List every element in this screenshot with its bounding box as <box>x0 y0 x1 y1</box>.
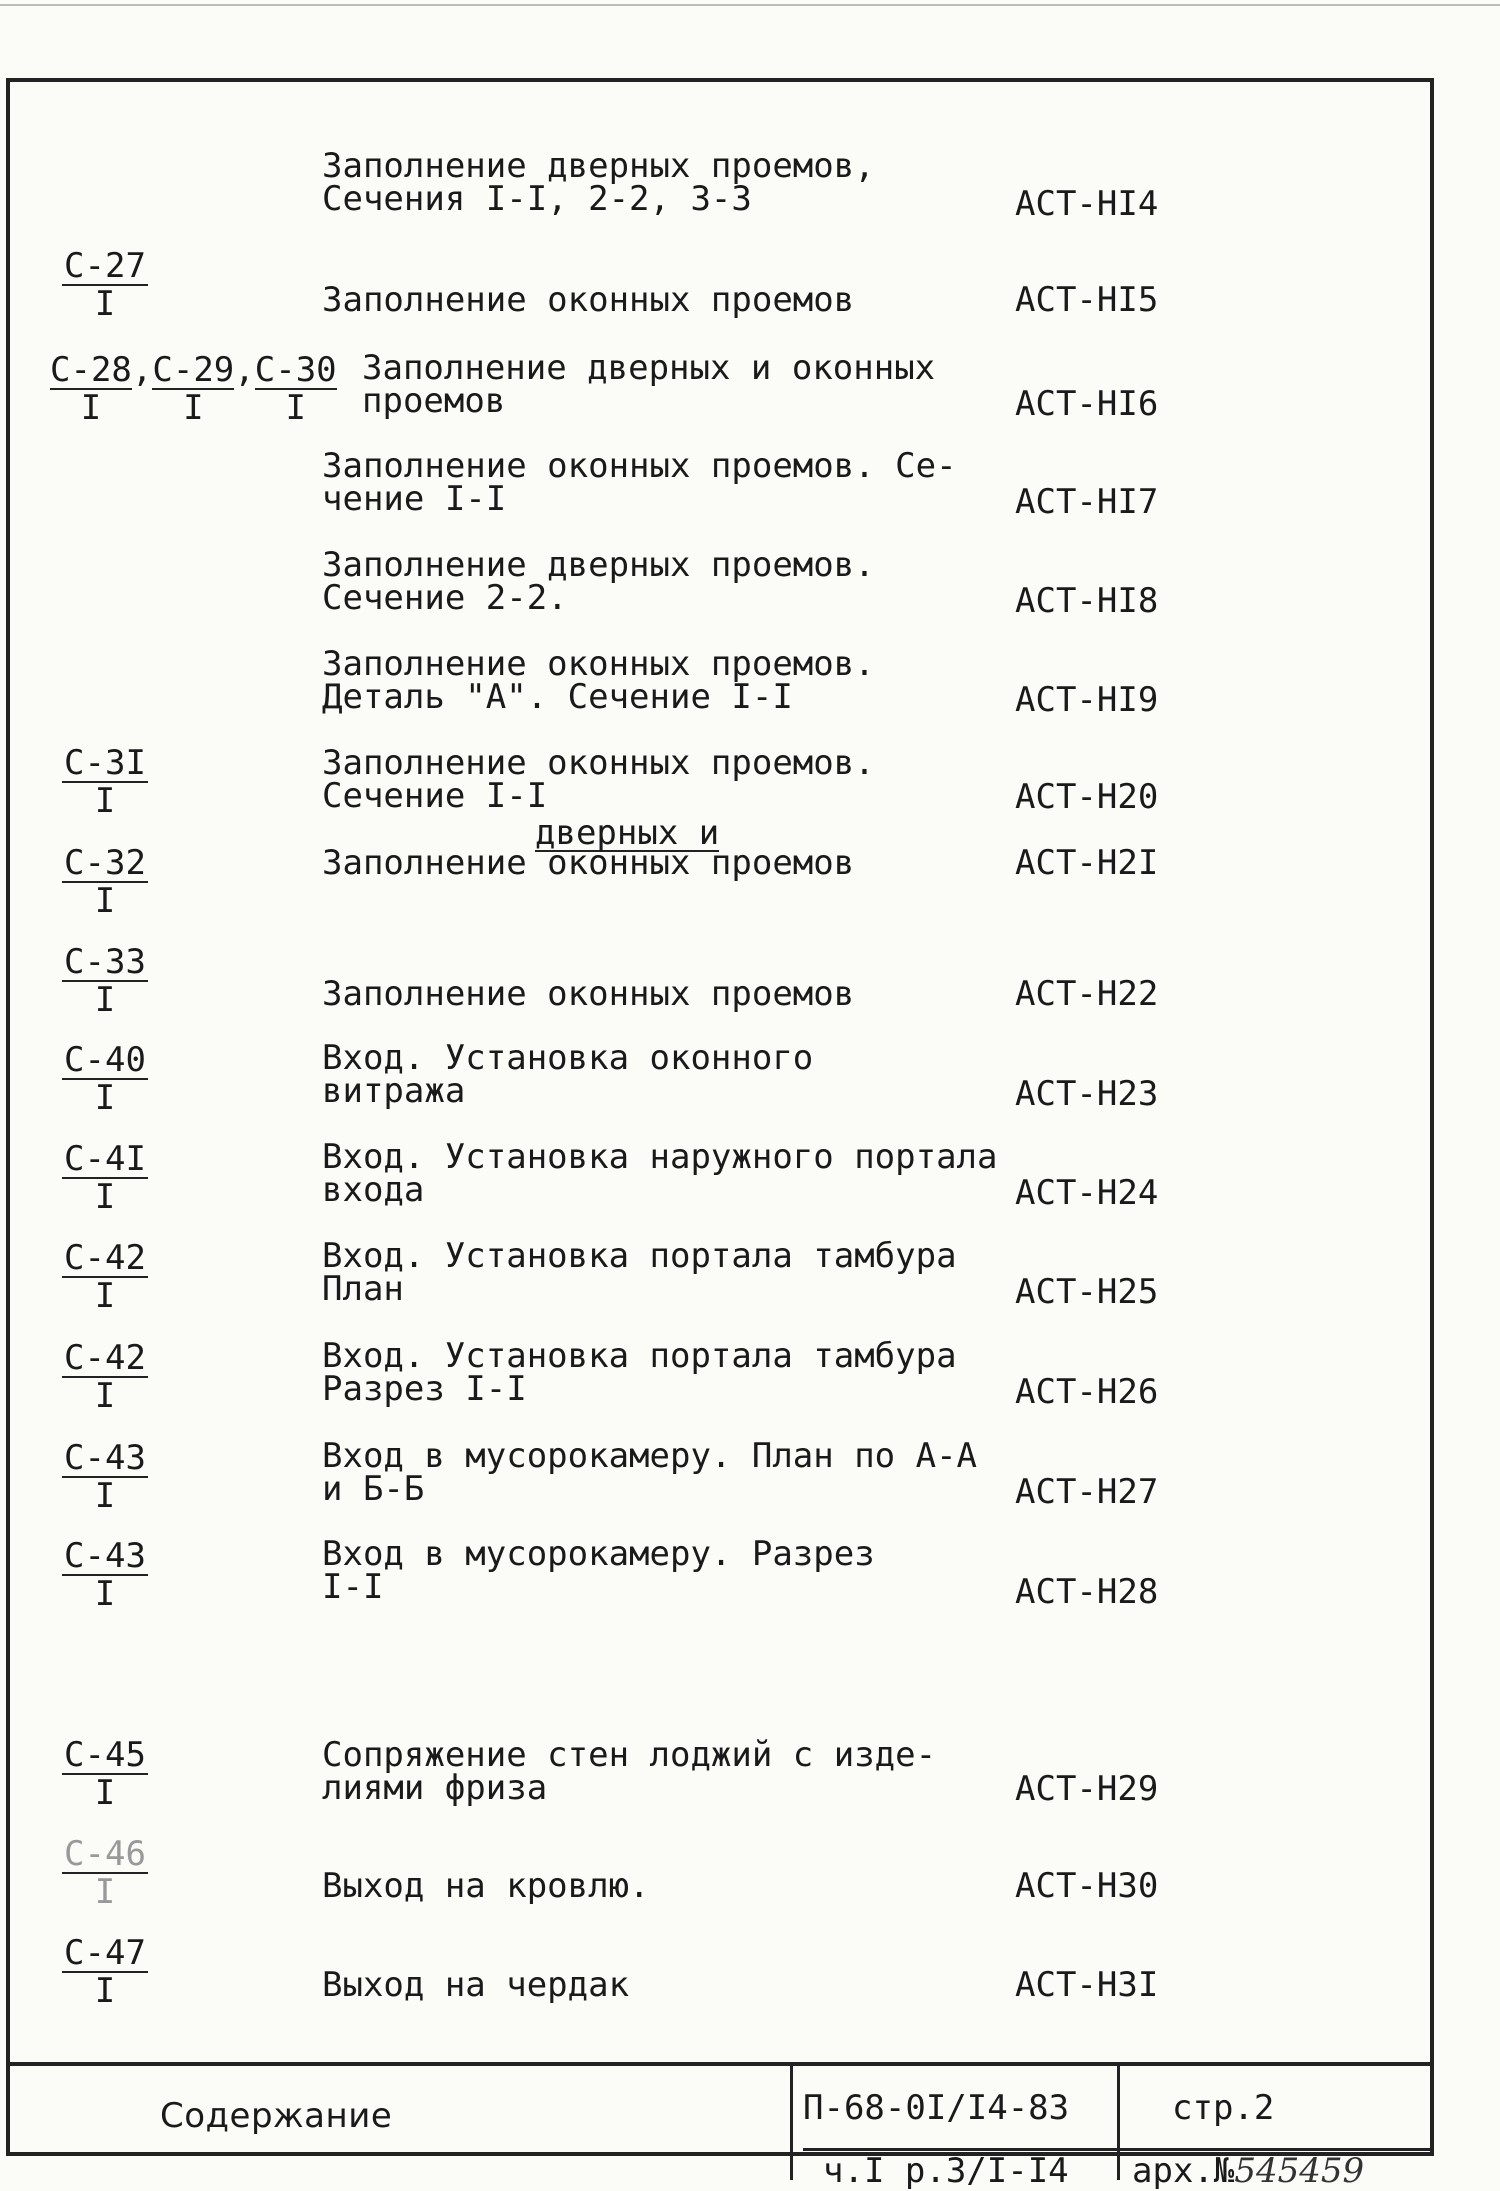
code-numerator: С-43 <box>64 1438 146 1478</box>
title-block <box>10 2062 1430 2191</box>
code-denominator: I <box>94 781 116 821</box>
row-description: Вход. Установка портала тамбура Разрез I-I <box>322 1336 957 1409</box>
code-denominator: I <box>94 1276 116 1316</box>
row-sheet: АСТ-НI6 <box>1015 384 1159 424</box>
row-description: Заполнение оконных проемов. Деталь "А". Сечение I-I <box>322 644 875 717</box>
handwritten-insert: дверных и <box>535 813 720 853</box>
code-numerator: С-27 <box>64 246 146 286</box>
row-code <box>50 1240 160 1314</box>
row-sheet: АСТ-Н25 <box>1015 1272 1159 1312</box>
code-denominator: I <box>94 1476 116 1516</box>
row-sheet: АСТ-НI4 <box>1015 184 1159 224</box>
row-sheet: АСТ-Н3I <box>1015 1965 1159 2005</box>
archive-cell <box>1120 2148 1433 2191</box>
code-fraction <box>152 352 234 426</box>
code-numerator: С-3I <box>64 743 146 783</box>
row-sheet: АСТ-Н27 <box>1015 1472 1159 1512</box>
code-denominator: I <box>94 284 116 324</box>
row-description: Вход в мусорокамеру. Разрез I-I <box>322 1534 875 1607</box>
row-description: Заполнение оконных проемов <box>322 280 855 320</box>
row-description: Выход на чердак <box>322 1965 630 2005</box>
document-title: Содержание <box>160 2096 393 2136</box>
row-description: Сопряжение стен лоджий с изде- лиями фриза <box>322 1735 937 1808</box>
row-description: Заполнение дверных проемов. Сечение 2-2. <box>322 545 875 618</box>
row-code <box>50 745 160 819</box>
code-denominator: I <box>94 980 116 1020</box>
row-sheet: АСТ-Н28 <box>1015 1572 1159 1612</box>
doc-number: П-68-0I/I4-83 <box>803 2088 1070 2128</box>
code-numerator: С-47 <box>64 1933 146 1973</box>
row-code <box>50 1440 160 1514</box>
page-number: стр.2 <box>1172 2088 1275 2128</box>
triple-code <box>50 352 337 426</box>
code-numerator: С-45 <box>64 1735 146 1775</box>
row-sheet: АСТ-НI9 <box>1015 680 1159 720</box>
code-denominator: I <box>94 881 116 921</box>
row-description: Вход. Установка наружного портала входа <box>322 1137 998 1210</box>
row-sheet: АСТ-НI5 <box>1015 280 1159 320</box>
row-sheet: АСТ-НI7 <box>1015 482 1159 522</box>
row-description: Вход. Установка оконного витража <box>322 1038 814 1111</box>
archive-number: 545459 <box>1234 2151 1365 2191</box>
row-sheet: АСТ-НI8 <box>1015 581 1159 621</box>
top-edge-line <box>0 4 1500 6</box>
row-code <box>50 1340 160 1414</box>
row-description: Заполнение оконных проемов <box>322 974 855 1014</box>
row-description: Заполнение оконных проемов. Се- чение I-I <box>322 446 957 519</box>
code-numerator: С-46 <box>64 1834 146 1874</box>
row-code <box>50 248 160 322</box>
archive-label: арх.№ <box>1132 2151 1235 2191</box>
row-code <box>50 845 160 919</box>
code-numerator: С-30 <box>254 350 337 390</box>
row-sheet: АСТ-Н2I <box>1015 843 1159 883</box>
row-description: Вход. Установка портала тамбура План <box>322 1236 957 1309</box>
code-denominator: I <box>285 388 306 428</box>
row-description: Выход на кровлю. <box>322 1866 650 1906</box>
row-code <box>50 944 160 1018</box>
page-cell <box>1117 2066 1430 2191</box>
code-denominator: I <box>183 388 204 428</box>
code-denominator: I <box>94 1078 116 1118</box>
code-denominator: I <box>94 1177 116 1217</box>
row-code <box>50 1737 160 1811</box>
row-code <box>50 1836 160 1910</box>
code-numerator: С-43 <box>64 1536 146 1576</box>
doc-number-cell <box>790 2066 1120 2191</box>
code-separator: , <box>131 350 153 390</box>
row-description: Заполнение дверных проемов, Сечения I-I, 2-2, 3-3 <box>322 146 875 219</box>
code-denominator: I <box>94 1574 116 1614</box>
code-denominator: I <box>94 1773 116 1813</box>
code-numerator: С-40 <box>64 1040 146 1080</box>
code-separator: , <box>234 350 255 390</box>
row-description: Заполнение оконных проемов <box>322 843 855 883</box>
row-sheet: АСТ-Н23 <box>1015 1074 1159 1114</box>
row-description: Заполнение дверных и оконных проемов <box>362 348 936 421</box>
row-sheet: АСТ-Н30 <box>1015 1866 1159 1906</box>
code-numerator: С-28 <box>50 350 132 390</box>
code-denominator: I <box>94 1971 116 2011</box>
row-sheet: АСТ-Н20 <box>1015 777 1159 817</box>
code-numerator: С-29 <box>152 350 235 390</box>
code-denominator: I <box>94 1376 116 1416</box>
row-description: Заполнение оконных проемов. Сечение I-I <box>322 743 875 816</box>
code-numerator: С-33 <box>64 942 146 982</box>
row-code <box>50 1935 160 2009</box>
row-sheet: АСТ-Н24 <box>1015 1173 1159 1213</box>
row-sheet: АСТ-Н29 <box>1015 1769 1159 1809</box>
code-denominator: I <box>80 388 102 428</box>
row-description: Вход в мусорокамеру. План по А-А и Б-Б <box>322 1436 978 1509</box>
doc-part: ч.I р.3/I-I4 <box>803 2148 1123 2191</box>
row-code <box>50 1538 160 1612</box>
code-fraction <box>255 352 337 426</box>
row-sheet: АСТ-Н26 <box>1015 1372 1159 1412</box>
code-numerator: С-42 <box>64 1338 146 1378</box>
code-denominator: I <box>94 1872 116 1912</box>
code-numerator: С-42 <box>64 1238 146 1278</box>
row-code <box>50 1042 160 1116</box>
row-sheet: АСТ-Н22 <box>1015 974 1159 1014</box>
code-fraction <box>50 352 132 426</box>
code-numerator: С-32 <box>64 843 146 883</box>
row-code <box>50 1141 160 1215</box>
code-numerator: С-4I <box>64 1139 146 1179</box>
